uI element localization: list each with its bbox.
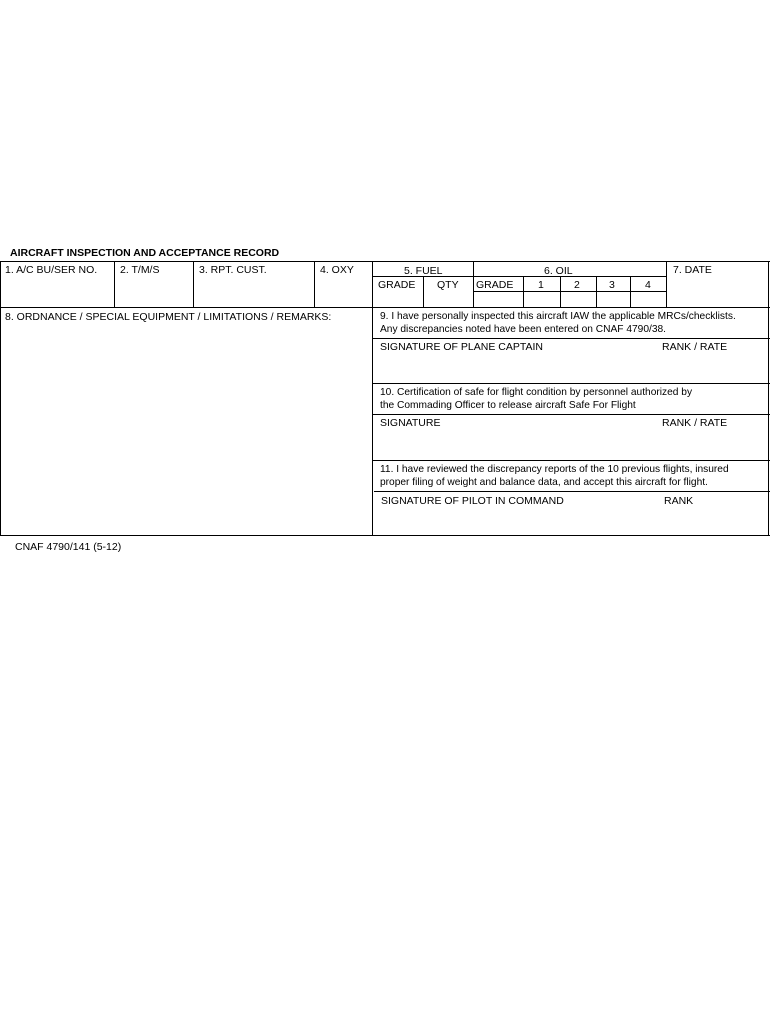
field-2-label: 2. T/M/S bbox=[120, 264, 160, 276]
sec11-signature-label: SIGNATURE OF PILOT IN COMMAND bbox=[381, 495, 564, 507]
oil-sep-2 bbox=[560, 276, 561, 308]
oil-col-1-label: 1 bbox=[538, 279, 544, 291]
sec9-divider bbox=[372, 338, 770, 339]
frame-bottom-line bbox=[0, 535, 770, 536]
field-1-label: 1. A/C BU/SER NO. bbox=[5, 264, 98, 276]
field-5-label: 5. FUEL bbox=[404, 265, 443, 277]
field-3-label: 3. RPT. CUST. bbox=[199, 264, 267, 276]
sec10-text-line1: 10. Certification of safe for flight condition by personnel authorized by bbox=[380, 387, 693, 398]
sec10-rank-label: RANK / RATE bbox=[662, 417, 728, 429]
pilot-signature-field[interactable] bbox=[375, 508, 766, 533]
header-row-bottom-line bbox=[0, 307, 770, 308]
sec10-signature-label: SIGNATURE bbox=[380, 417, 441, 429]
plane-captain-signature-field[interactable] bbox=[375, 354, 766, 381]
oil-sep-4 bbox=[630, 276, 631, 308]
sec10-divider bbox=[372, 414, 770, 415]
remarks-field[interactable] bbox=[3, 326, 369, 532]
remarks-label: 8. ORDNANCE / SPECIAL EQUIPMENT / LIMITATIONS / REMARKS: bbox=[5, 311, 332, 323]
oil-grade-label: GRADE bbox=[476, 279, 514, 291]
col-sep-1 bbox=[114, 261, 115, 308]
rpt-cust-field[interactable] bbox=[195, 277, 313, 306]
tms-field[interactable] bbox=[116, 277, 192, 306]
sec9-rank-label: RANK / RATE bbox=[662, 341, 728, 353]
field-6-label: 6. OIL bbox=[544, 265, 573, 277]
fuel-qty-field[interactable] bbox=[425, 292, 472, 306]
fuel-qty-label: QTY bbox=[437, 279, 459, 291]
sec10-bottom-line bbox=[372, 460, 770, 461]
fuel-grade-field[interactable] bbox=[374, 292, 422, 306]
field-7-label: 7. DATE bbox=[673, 264, 712, 276]
sec9-text-line1: 9. I have personally inspected this aircraft IAW the applicable MRCs/checklists. bbox=[380, 311, 736, 322]
sec10-text-line2: the Commading Officer to release aircraft Safe For Flight bbox=[380, 400, 636, 411]
fuel-grade-qty-sep bbox=[423, 276, 424, 308]
frame-right-line bbox=[768, 261, 769, 536]
form-title: AIRCRAFT INSPECTION AND ACCEPTANCE RECORD bbox=[10, 247, 280, 259]
col-sep-main bbox=[372, 261, 373, 536]
frame-left-line bbox=[0, 261, 1, 536]
sec9-bottom-line bbox=[372, 383, 770, 384]
oil-col-4-label: 4 bbox=[645, 279, 651, 291]
col-sep-oil-date bbox=[666, 261, 667, 308]
oil-col-3-label: 3 bbox=[609, 279, 615, 291]
sec9-signature-label: SIGNATURE OF PLANE CAPTAIN bbox=[380, 341, 543, 353]
col-sep-fuel-oil bbox=[473, 261, 474, 308]
oil-col-2-label: 2 bbox=[574, 279, 580, 291]
form-number: CNAF 4790/141 (5-12) bbox=[15, 541, 122, 553]
fuel-grade-label: GRADE bbox=[378, 279, 416, 291]
sec11-text-line1: 11. I have reviewed the discrepancy reports of the 10 previous flights, insured bbox=[380, 464, 729, 475]
sec11-divider bbox=[374, 491, 770, 492]
oil-sep-1 bbox=[523, 276, 524, 308]
oil-grade-field[interactable] bbox=[475, 292, 522, 306]
col-sep-2 bbox=[193, 261, 194, 308]
oil-sep-3 bbox=[596, 276, 597, 308]
col-sep-3 bbox=[314, 261, 315, 308]
sec9-text-line2: Any discrepancies noted have been entered on CNAF 4790/38. bbox=[380, 324, 667, 335]
sec11-text-line2: proper filing of weight and balance data, and accept this aircraft for flight. bbox=[380, 477, 708, 488]
date-field[interactable] bbox=[668, 277, 767, 306]
oxy-field[interactable] bbox=[316, 277, 371, 306]
frame-top-line bbox=[0, 261, 770, 262]
ac-buser-no-field[interactable] bbox=[2, 277, 113, 306]
certifier-signature-field[interactable] bbox=[375, 430, 766, 457]
sec11-rank-label: RANK bbox=[664, 495, 694, 507]
field-4-label: 4. OXY bbox=[320, 264, 354, 276]
